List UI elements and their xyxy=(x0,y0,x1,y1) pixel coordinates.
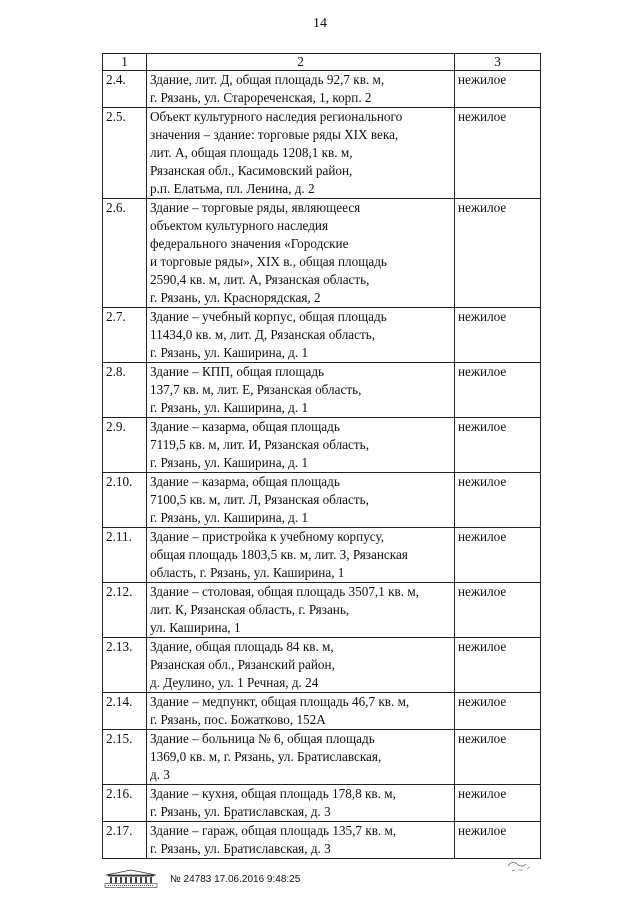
description-line: г. Рязань, ул. Каширина, д. 1 xyxy=(150,455,309,470)
row-property-type: нежилое xyxy=(455,693,541,730)
row-number: 2.7. xyxy=(103,308,147,363)
row-number: 2.9. xyxy=(103,418,147,473)
row-number: 2.12. xyxy=(103,583,147,638)
row-number: 2.5. xyxy=(103,108,147,199)
row-number: 2.15. xyxy=(103,730,147,785)
row-description xyxy=(147,108,455,199)
description-line: 7119,5 кв. м, лит. И, Рязанская область, xyxy=(150,437,369,452)
description-line: значения – здание: торговые ряды XIX века, xyxy=(150,127,399,142)
row-property-type: нежилое xyxy=(455,418,541,473)
property-table xyxy=(102,53,541,859)
table-row xyxy=(103,308,541,363)
table-row xyxy=(103,418,541,473)
row-property-type: нежилое xyxy=(455,785,541,822)
row-property-type: нежилое xyxy=(455,730,541,785)
column-header-2: 2 xyxy=(147,54,455,71)
description-line: лит. А, общая площадь 1208,1 кв. м, xyxy=(150,145,353,160)
table-row xyxy=(103,199,541,308)
description-line: 2590,4 кв. м, лит. А, Рязанская область, xyxy=(150,272,370,287)
row-description xyxy=(147,473,455,528)
description-line: 137,7 кв. м, лит. Е, Рязанская область, xyxy=(150,382,362,397)
handwritten-mark-icon xyxy=(506,858,536,874)
description-line: г. Рязань, ул. Братиславская, д. 3 xyxy=(150,841,331,856)
description-line: Здание, общая площадь 84 кв. м, xyxy=(150,639,334,654)
row-description xyxy=(147,199,455,308)
row-description xyxy=(147,730,455,785)
description-line: Здание – кухня, общая площадь 178,8 кв. м, xyxy=(150,786,396,801)
row-property-type: нежилое xyxy=(455,363,541,418)
description-line: г. Рязань, ул. Каширина, д. 1 xyxy=(150,400,309,415)
description-line: лит. К, Рязанская область, г. Рязань, xyxy=(150,602,350,617)
description-line: Объект культурного наследия регионального xyxy=(150,109,403,124)
description-line: г. Рязань, ул. Старореченская, 1, корп. 2 xyxy=(150,90,372,105)
description-line: Здание – пристройка к учебному корпусу, xyxy=(150,529,385,544)
description-line: Здание, лит. Д, общая площадь 92,7 кв. м, xyxy=(150,72,385,87)
row-number: 2.10. xyxy=(103,473,147,528)
row-number: 2.11. xyxy=(103,528,147,583)
column-header-1: 1 xyxy=(103,54,147,71)
description-line: общая площадь 1803,5 кв. м, лит. З, Рязанская xyxy=(150,547,408,562)
row-number: 2.4. xyxy=(103,71,147,108)
description-line: Здание – столовая, общая площадь 3507,1 кв. м, xyxy=(150,584,419,599)
table-row xyxy=(103,785,541,822)
row-number: 2.6. xyxy=(103,199,147,308)
description-line: г. Рязань, пос. Божатково, 152А xyxy=(150,712,326,727)
row-description xyxy=(147,822,455,859)
description-line: Рязанская обл., Касимовский район, xyxy=(150,163,353,178)
description-line: р.п. Елатьма, пл. Ленина, д. 2 xyxy=(150,181,315,196)
description-line: д. 3 xyxy=(150,767,170,782)
table-header-row xyxy=(103,54,541,71)
description-line: Здание – больница № 6, общая площадь xyxy=(150,731,375,746)
row-description xyxy=(147,308,455,363)
description-line: 7100,5 кв. м, лит. Л, Рязанская область, xyxy=(150,492,369,507)
description-line: д. Деулино, ул. 1 Речная, д. 24 xyxy=(150,675,319,690)
row-description xyxy=(147,693,455,730)
table-row xyxy=(103,693,541,730)
government-building-stamp-icon xyxy=(102,869,160,889)
description-line: Здание – учебный корпус, общая площадь xyxy=(150,309,387,324)
row-description xyxy=(147,785,455,822)
table-row xyxy=(103,473,541,528)
row-description xyxy=(147,418,455,473)
table-row xyxy=(103,71,541,108)
description-line: Здание – КПП, общая площадь xyxy=(150,364,325,379)
description-line: Рязанская обл., Рязанский район, xyxy=(150,657,335,672)
row-property-type: нежилое xyxy=(455,528,541,583)
description-line: г. Рязань, ул. Каширина, д. 1 xyxy=(150,510,309,525)
row-number: 2.17. xyxy=(103,822,147,859)
table-row xyxy=(103,363,541,418)
description-line: Здание – казарма, общая площадь xyxy=(150,419,340,434)
table-row xyxy=(103,730,541,785)
description-line: 11434,0 кв. м, лит. Д, Рязанская область, xyxy=(150,327,376,342)
column-header-3: 3 xyxy=(455,54,541,71)
page-number: 14 xyxy=(313,16,327,31)
row-description xyxy=(147,363,455,418)
row-property-type: нежилое xyxy=(455,473,541,528)
row-property-type: нежилое xyxy=(455,308,541,363)
description-line: Здание – казарма, общая площадь xyxy=(150,474,340,489)
row-property-type: нежилое xyxy=(455,638,541,693)
description-line: г. Рязань, ул. Каширина, д. 1 xyxy=(150,345,309,360)
description-line: объектом культурного наследия xyxy=(150,218,329,233)
table-row xyxy=(103,108,541,199)
row-number: 2.16. xyxy=(103,785,147,822)
row-description xyxy=(147,583,455,638)
description-line: г. Рязань, ул. Братиславская, д. 3 xyxy=(150,804,331,819)
row-property-type: нежилое xyxy=(455,108,541,199)
description-line: федерального значения «Городские xyxy=(150,236,349,251)
description-line: область, г. Рязань, ул. Каширина, 1 xyxy=(150,565,345,580)
row-property-type: нежилое xyxy=(455,199,541,308)
document-footer xyxy=(102,869,300,889)
row-number: 2.8. xyxy=(103,363,147,418)
row-property-type: нежилое xyxy=(455,822,541,859)
description-line: г. Рязань, ул. Краснорядская, 2 xyxy=(150,290,321,305)
row-property-type: нежилое xyxy=(455,583,541,638)
row-number: 2.14. xyxy=(103,693,147,730)
description-line: Здание – торговые ряды, являющееся xyxy=(150,200,361,215)
description-line: 1369,0 кв. м, г. Рязань, ул. Братиславская, xyxy=(150,749,382,764)
row-property-type: нежилое xyxy=(455,71,541,108)
description-line: и торговые ряды», XIX в., общая площадь xyxy=(150,254,387,269)
row-description xyxy=(147,638,455,693)
document-registration-number: № 24783 17.06.2016 9:48:25 xyxy=(170,873,301,885)
table-row xyxy=(103,528,541,583)
description-line: Здание – гараж, общая площадь 135,7 кв. м, xyxy=(150,823,397,838)
table-row xyxy=(103,822,541,859)
description-line: Здание – медпункт, общая площадь 46,7 кв. м, xyxy=(150,694,410,709)
row-number: 2.13. xyxy=(103,638,147,693)
row-description xyxy=(147,71,455,108)
row-description xyxy=(147,528,455,583)
description-line: ул. Каширина, 1 xyxy=(150,620,241,635)
table-row xyxy=(103,583,541,638)
table-row xyxy=(103,638,541,693)
table-body xyxy=(103,71,541,859)
